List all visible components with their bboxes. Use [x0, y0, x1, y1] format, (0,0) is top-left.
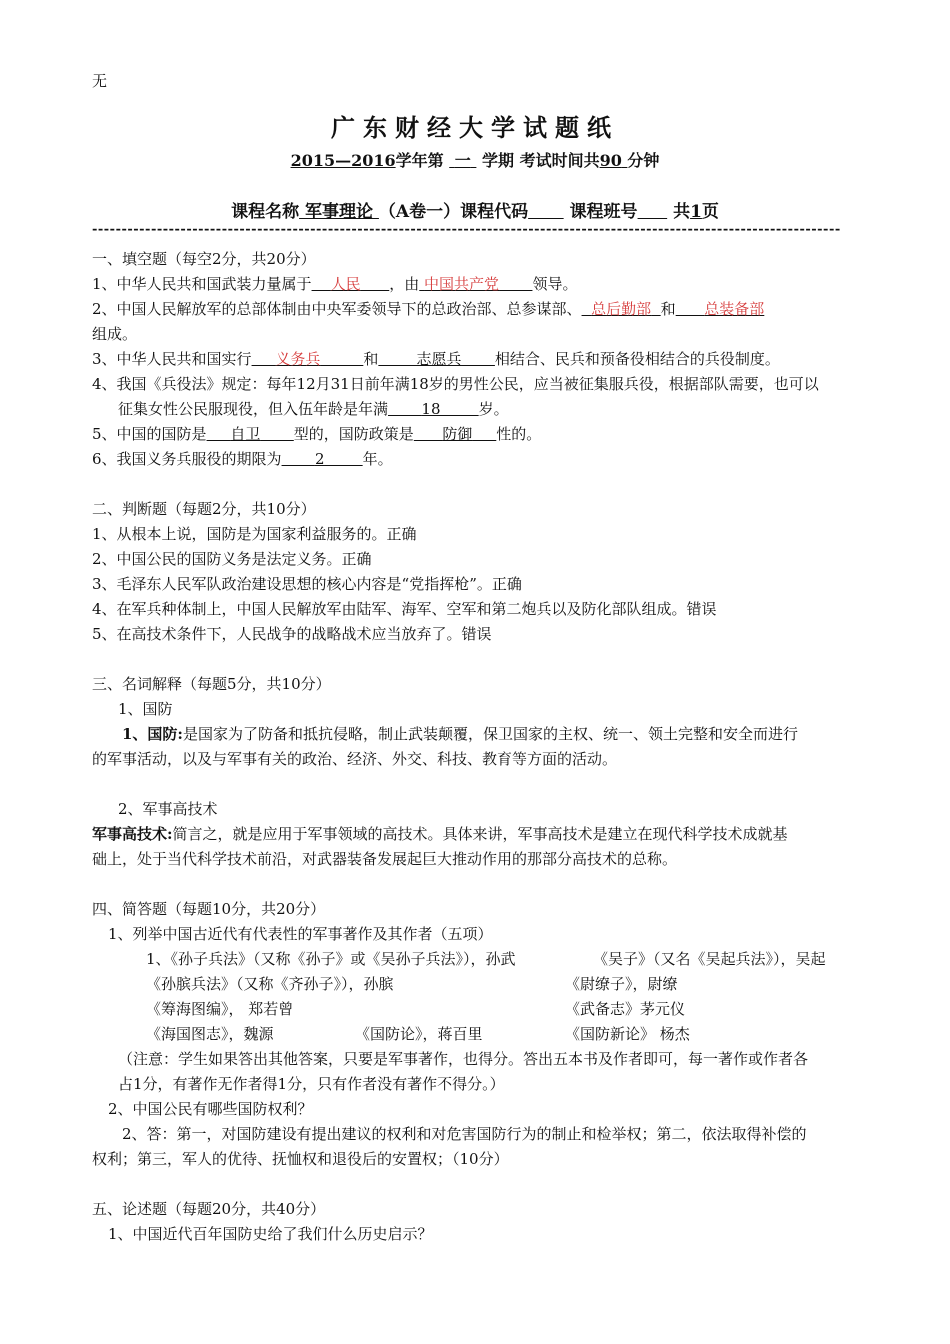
s1-q5: 5、中国的国防是 自卫 型的，国防政策是 防御 性的。 — [92, 425, 542, 443]
s4-a1-book: 《尉缭子》，尉缭 — [565, 975, 678, 993]
exam-time-suffix: 分钟 — [627, 151, 660, 170]
course-name: 军事理论 — [305, 202, 373, 222]
s5-q1: 1、中国近代百年国防史给了我们什么历史启示？ — [108, 1225, 433, 1243]
s1-q5-answer1: 自卫 — [230, 425, 261, 443]
section2-title: 二、判断题（每题2分，共10分） — [92, 500, 316, 518]
semester-suffix: 学期 — [481, 151, 514, 170]
top-marker: 无 — [92, 72, 108, 90]
s3-a2-term: 军事高技术: — [92, 825, 173, 843]
s1-q6: 6、我国义务兵服役的期限为 2 年。 — [92, 450, 393, 468]
s4-q2: 2、中国公民有哪些国防权利？ — [108, 1100, 313, 1118]
s1-q5-answer2: 防御 — [442, 425, 473, 443]
s1-q2: 2、中国人民解放军的总部体制由中央军委领导下的总政治部、总参谋部、 总后勤部 和 总装备部 — [92, 300, 765, 318]
page-title: 广东财经大学试题纸 — [331, 113, 619, 142]
semester-number: 一 — [454, 151, 471, 170]
header-divider: ------------------------------------------------------------------------------------------------------------------------------- — [92, 222, 841, 237]
s1-q1: 1、中华人民共和国武装力量属于 人民 ，由 中国共产党 领导。 — [92, 275, 578, 293]
paper-type: （A卷一） — [378, 202, 461, 222]
pages-suffix: 页 — [701, 202, 719, 222]
s4-a1-book: 《吴子》（又名《吴起兵法》），吴起 — [593, 950, 826, 968]
s4-a1-book: 《武备志》茅元仪 — [565, 1000, 686, 1018]
s1-q1-answer2: 中国共产党 — [424, 275, 500, 293]
section5-title: 五、论述题（每题20分，共40分） — [92, 1200, 326, 1218]
s1-q4-answer: 18 — [421, 400, 441, 418]
section1-title: 一、填空题（每空2分，共20分） — [92, 250, 316, 268]
s3-a1-line2: 的军事活动，以及与军事有关的政治、经济、外交、科技、教育等方面的活动。 — [92, 750, 618, 768]
s1-q4-line1: 4、我国《兵役法》规定：每年12月31日前年满18岁的男性公民，应当被征集服兵役，根据部队需要，也可以 — [92, 375, 819, 393]
s4-a1-book: 《国防论》，蒋百里 — [355, 1025, 483, 1043]
s1-q3-answer2: 志愿兵 — [416, 350, 462, 368]
course-label: 课程名称 — [231, 202, 300, 222]
s1-q2-answer1: 总后勤部 — [591, 300, 652, 318]
exam-minutes: 90 — [599, 151, 622, 170]
s2-item: 4、在军兵种体制上，中国人民解放军由陆军、海军、空军和第二炮兵以及防化部队组成。错误 — [92, 600, 717, 618]
s4-a1-book: 1、《孙子兵法》（又称《孙子》或《吴孙子兵法》），孙武 — [146, 950, 516, 968]
s4-a1-book: 《孙膑兵法》（又称《齐孙子》），孙膑 — [146, 975, 394, 993]
pages-prefix: 共 — [673, 202, 691, 222]
s4-note-line2: 占1分，有著作无作者得1分，只有作者没有著作不得分。） — [118, 1075, 505, 1093]
s2-item: 5、在高技术条件下，人民战争的战略战术应当放弃了。错误 — [92, 625, 492, 643]
s4-q1: 1、列举中国古近代有代表性的军事著作及其作者（五项） — [108, 925, 493, 943]
s4-a2-line1: 2、答：第一，对国防建设有提出建议的权利和对危害国防行为的制止和检举权；第二，依法取得补偿的 — [122, 1125, 807, 1143]
s2-item: 2、中国公民的国防义务是法定义务。正确 — [92, 550, 372, 568]
s3-q2-label: 2、军事高技术 — [118, 800, 218, 818]
s3-a1-line1: 1、国防:是国家为了防备和抵抗侵略，制止武装颠覆，保卫国家的主权、统一、领土完整和安全而进行 — [122, 725, 798, 743]
exam-info-line — [0, 148, 950, 171]
s1-q2-answer2: 总装备部 — [704, 300, 765, 318]
section3-title: 三、名词解释（每题5分，共10分） — [92, 675, 331, 693]
s1-q2-tail: 组成。 — [92, 325, 138, 343]
s2-item: 3、毛泽东人民军队政治建设思想的核心内容是“党指挥枪”。正确 — [92, 575, 522, 593]
s4-a1-book: 《筹海图编》， 郑若曾 — [146, 1000, 294, 1018]
section4-title: 四、简答题（每题10分，共20分） — [92, 900, 326, 918]
page-count: 1 — [690, 202, 702, 222]
s3-q1-label: 1、国防 — [118, 700, 173, 718]
year-word: 学年第 — [395, 151, 444, 170]
s1-q1-answer1: 人民 — [330, 275, 361, 293]
s3-a1-term: 1、国防: — [122, 725, 183, 743]
course-info-line — [0, 197, 950, 222]
s3-a2-line1: 军事高技术:简言之，就是应用于军事领域的高技术。具体来讲，军事高技术是建立在现代科学技术成就基 — [92, 825, 788, 843]
exam-time-prefix: 考试时间共 — [519, 151, 600, 170]
s1-q4-line2: 征集女性公民服现役，但入伍年龄是年满 18 岁。 — [118, 400, 509, 418]
s1-q3: 3、中华人民共和国实行 义务兵 和 志愿兵 相结合、民兵和预备役相结合的兵役制度。 — [92, 350, 780, 368]
s1-q3-answer1: 义务兵 — [275, 350, 321, 368]
s2-item: 1、从根本上说，国防是为国家利益服务的。正确 — [92, 525, 417, 543]
s3-a2-line2: 础上，处于当代科学技术前沿，对武器装备发展起巨大推动作用的那部分高技术的总称。 — [92, 850, 678, 868]
year-range: 2015—2016 — [290, 151, 396, 170]
s1-q6-answer: 2 — [314, 450, 325, 468]
s4-a2-line2: 权利；第三，军人的优待、抚恤权和退役后的安置权；（10分） — [92, 1150, 509, 1168]
s4-a1-book: 《国防新论》 杨杰 — [565, 1025, 690, 1043]
class-number-label: 课程班号 — [569, 202, 638, 222]
s4-a1-book: 《海国图志》，魏源 — [146, 1025, 274, 1043]
s4-note-line1: （注意：学生如果答出其他答案，只要是军事著作，也得分。答出五本书及作者即可，每一著作或作者各 — [118, 1050, 809, 1068]
course-code-label: 课程代码 — [460, 202, 529, 222]
